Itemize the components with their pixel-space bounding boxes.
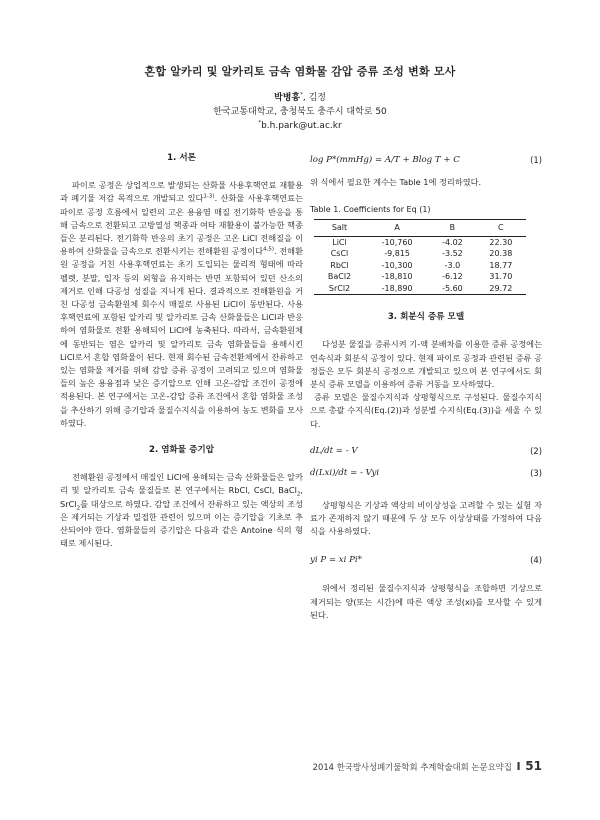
left-column [60,152,303,550]
corresponding-author: 박병흥 [274,93,301,103]
table-row [314,271,526,283]
section-3-paragraph-1: 다성분 물질을 증류시켜 기-액 분배차를 이용한 증류 공정에는 연속식과 회분식 공정이 있다. 현재 파이로 공정과 관련된 증류 공정들은 모두 회분식 공정으로 개발되고 있으며 본 연구에서도 회분식 증류 모델을 이용하여 증류 거동을 모사하였다. [310,339,542,389]
author-names [0,91,600,105]
table-cell: 31.70 [489,272,513,282]
section-3-paragraph-2: 증류 모델은 물질수지식과 상평형식으로 구성된다. 물질수지식으로 총괄 수지식(Eq.(2))과 성분별 수지식(Eq.(3))을 세울 수 있다. [310,392,542,429]
equation-2-body: dL/dt = - V [310,445,358,456]
table-row [314,236,526,248]
table-cell: -5.60 [429,283,475,295]
table-cell: 29.72 [476,283,526,295]
coauthor: , 김정 [302,93,326,103]
author-block [0,91,600,133]
equation-3-number: (3) [530,467,542,478]
table-cell: 20.38 [489,249,513,259]
vapor-text-a: 전해환원 공정에서 매질인 LiCl에 용해되는 금속 산화물들은 알카리 및 알카리토 금속 물질들로 본 연구에서는 RbCl, CsCl, BaCl [60,472,303,496]
author-email [0,119,600,133]
intro-text-b: . 산화물 사용후핵연료는 파이로 공정 흐름에서 일련의 고온 용융염 매질 전기화학 반응을 통해 금속으로 전환되고 고방열성 핵종과 여타 재활용이 불가능한 핵종들은 분리된다. 전기화학 반응의 초기 공정은 고온 LiCl 전해질을 이용하여 산화물을 금속으로 전환시키는 전해환원 공정이다 [60,193,304,257]
table-cell: -3.0 [444,260,461,270]
footer-journal: 2014 한국방사성폐기물학회 추계학술대회 논문요약집 [312,762,512,772]
table-cell: -10,760 [381,237,413,247]
table-cell: SrCl2 [314,283,365,295]
table-row [314,260,526,272]
paper-title: 혼합 알카리 및 알카리토 금속 염화물 감압 증류 조성 변화 모사 [144,65,456,78]
vapor-text-b: , SrCl [60,485,303,509]
intro-text-a: 파이로 공정은 상업적으로 발생되는 산화물 사용후핵연료 재활용과 폐기물 저감 목적으로 개발되고 있다 [60,180,303,204]
table-header-cell: C [476,220,526,236]
equation-1 [310,152,542,168]
coefficient-table [314,219,526,295]
table-cell: -4.02 [442,237,463,247]
table-cell: BaCl2 [327,272,352,282]
table-header-cell: A [365,220,429,236]
table-row [314,283,526,295]
section-3-paragraph-4: 위에서 정리된 물질수지식과 상평형식을 조합하면 기상으로 제거되는 양(또는 시간)에 따른 액상 조성(xi)를 모사할 수 있게 된다. [310,583,542,620]
section-1-paragraph [60,179,303,430]
table-header-row [314,220,526,236]
table-row [314,248,526,260]
page-number: 51 [525,759,542,773]
equation-3 [310,465,542,481]
section-2-title: 2. 염화물 증기압 [148,445,215,456]
table-cell: -18,890 [365,283,429,295]
equation-1-note: 위 식에서 필요한 계수는 Table 1에 정리하였다. [310,177,482,187]
citation-2: 4,5) [263,246,274,253]
equation-4-body: yi P = xi Pi* [310,555,362,566]
table-cell: -9,815 [384,249,410,259]
citation-1: 1-3) [203,193,215,200]
vapor-text-c: 를 대상으로 하였다. 감압 조건에서 잔류하고 있는 액상의 조성은 제거되는 기상과 밀접한 관련이 있으며 이는 증기압을 기초로 추산되어야 한다. 염화물들의 증기압은 다음과 같은 Antoine 식의 형태로 제시된다. [60,498,303,549]
page-footer [313,759,542,773]
table-cell: LiCl [332,237,347,247]
subscript: 2 [76,505,81,512]
table-caption: Table 1. Coefficients for Eq (1) [310,205,431,215]
equation-1-number: (1) [530,155,542,165]
section-2-paragraph [60,471,303,550]
table-header-cell: B [429,220,475,236]
email-address: b.h.park@ut.ac.kr [261,121,342,131]
table-cell: -6.12 [442,272,463,282]
corresponding-mark: * [300,92,303,98]
table-header-cell: Salt [314,220,365,236]
intro-text-c: . 전해환원 공정을 거친 사용후핵연료는 초기 도입되는 물리적 형태에 따라 펠렛, 분말, 입자 등의 외형을 유지하는 반면 포함되어 있던 산소의 제거로 인해 다공성 성질을 지니게 된다. 결과적으로 전해환원을 거친 다공성 금속환원체 회수시 매질로 사용된 LiCl이 동반된다. 사용후핵연료에 포함된 알카리 및 알카리토 금속 산화물들은 LiCl과 반응하여 염화물로 전환 용해되어 LiCl에 농축된다. 따라서, 금속환원체에 동반되는 염은 알카리 및 알카리토 금속 염화물들을 용해시킨 LiCl로서 혼합 염화물이 된다. 현재 회수된 금속전환체에서 잔류하고 있는 염화물 제거를 위해 감압 증류 공정이 고려되고 있으며 염화물들의 높은 용융점과 낮은 증기압으로 인해 고온-감압 조건이 공정에 적용된다. 본 연구에서는 고온-감압 증류 조건에서 혼합 염화물 조성을 추산하기 위해 증기압과 물질수지식을 이용하여 농도 변화를 모사하였다. [60,246,303,428]
table-cell: -3.52 [442,249,463,259]
table-cell: 18.77 [489,260,513,270]
table-cell: RbCl [330,260,349,270]
section-3-paragraph-3: 상평형식은 기상과 액상의 비이상성을 고려할 수 있는 실험 자료가 존재하지 않기 때문에 두 상 모두 이상상태를 가정하여 다음 식을 사용하였다. [310,499,542,537]
equation-1-body: log P*(mmHg) = A/T + Blog T + C [310,155,460,165]
table-cell: -18,810 [381,272,413,282]
equation-2 [310,443,542,459]
table-cell: -10,300 [381,260,413,270]
subscript: 2 [296,492,301,499]
equation-4 [310,552,542,568]
equation-3-body: d(Lxi)/dt = - Vyi [310,467,380,478]
footer-separator: I [516,760,521,773]
table-cell: CsCl [330,249,349,259]
section-3-title: 3. 회분식 증류 모델 [387,312,465,323]
equation-4-number: (4) [530,555,542,566]
email-mark: * [258,120,262,126]
table-cell: 22.30 [489,237,513,247]
section-1-title: 1. 서론 [167,153,196,163]
affiliation: 한국교통대학교, 충청북도 충주시 대학로 50 [213,107,387,117]
right-column [310,152,542,622]
equation-2-number: (2) [530,445,542,456]
